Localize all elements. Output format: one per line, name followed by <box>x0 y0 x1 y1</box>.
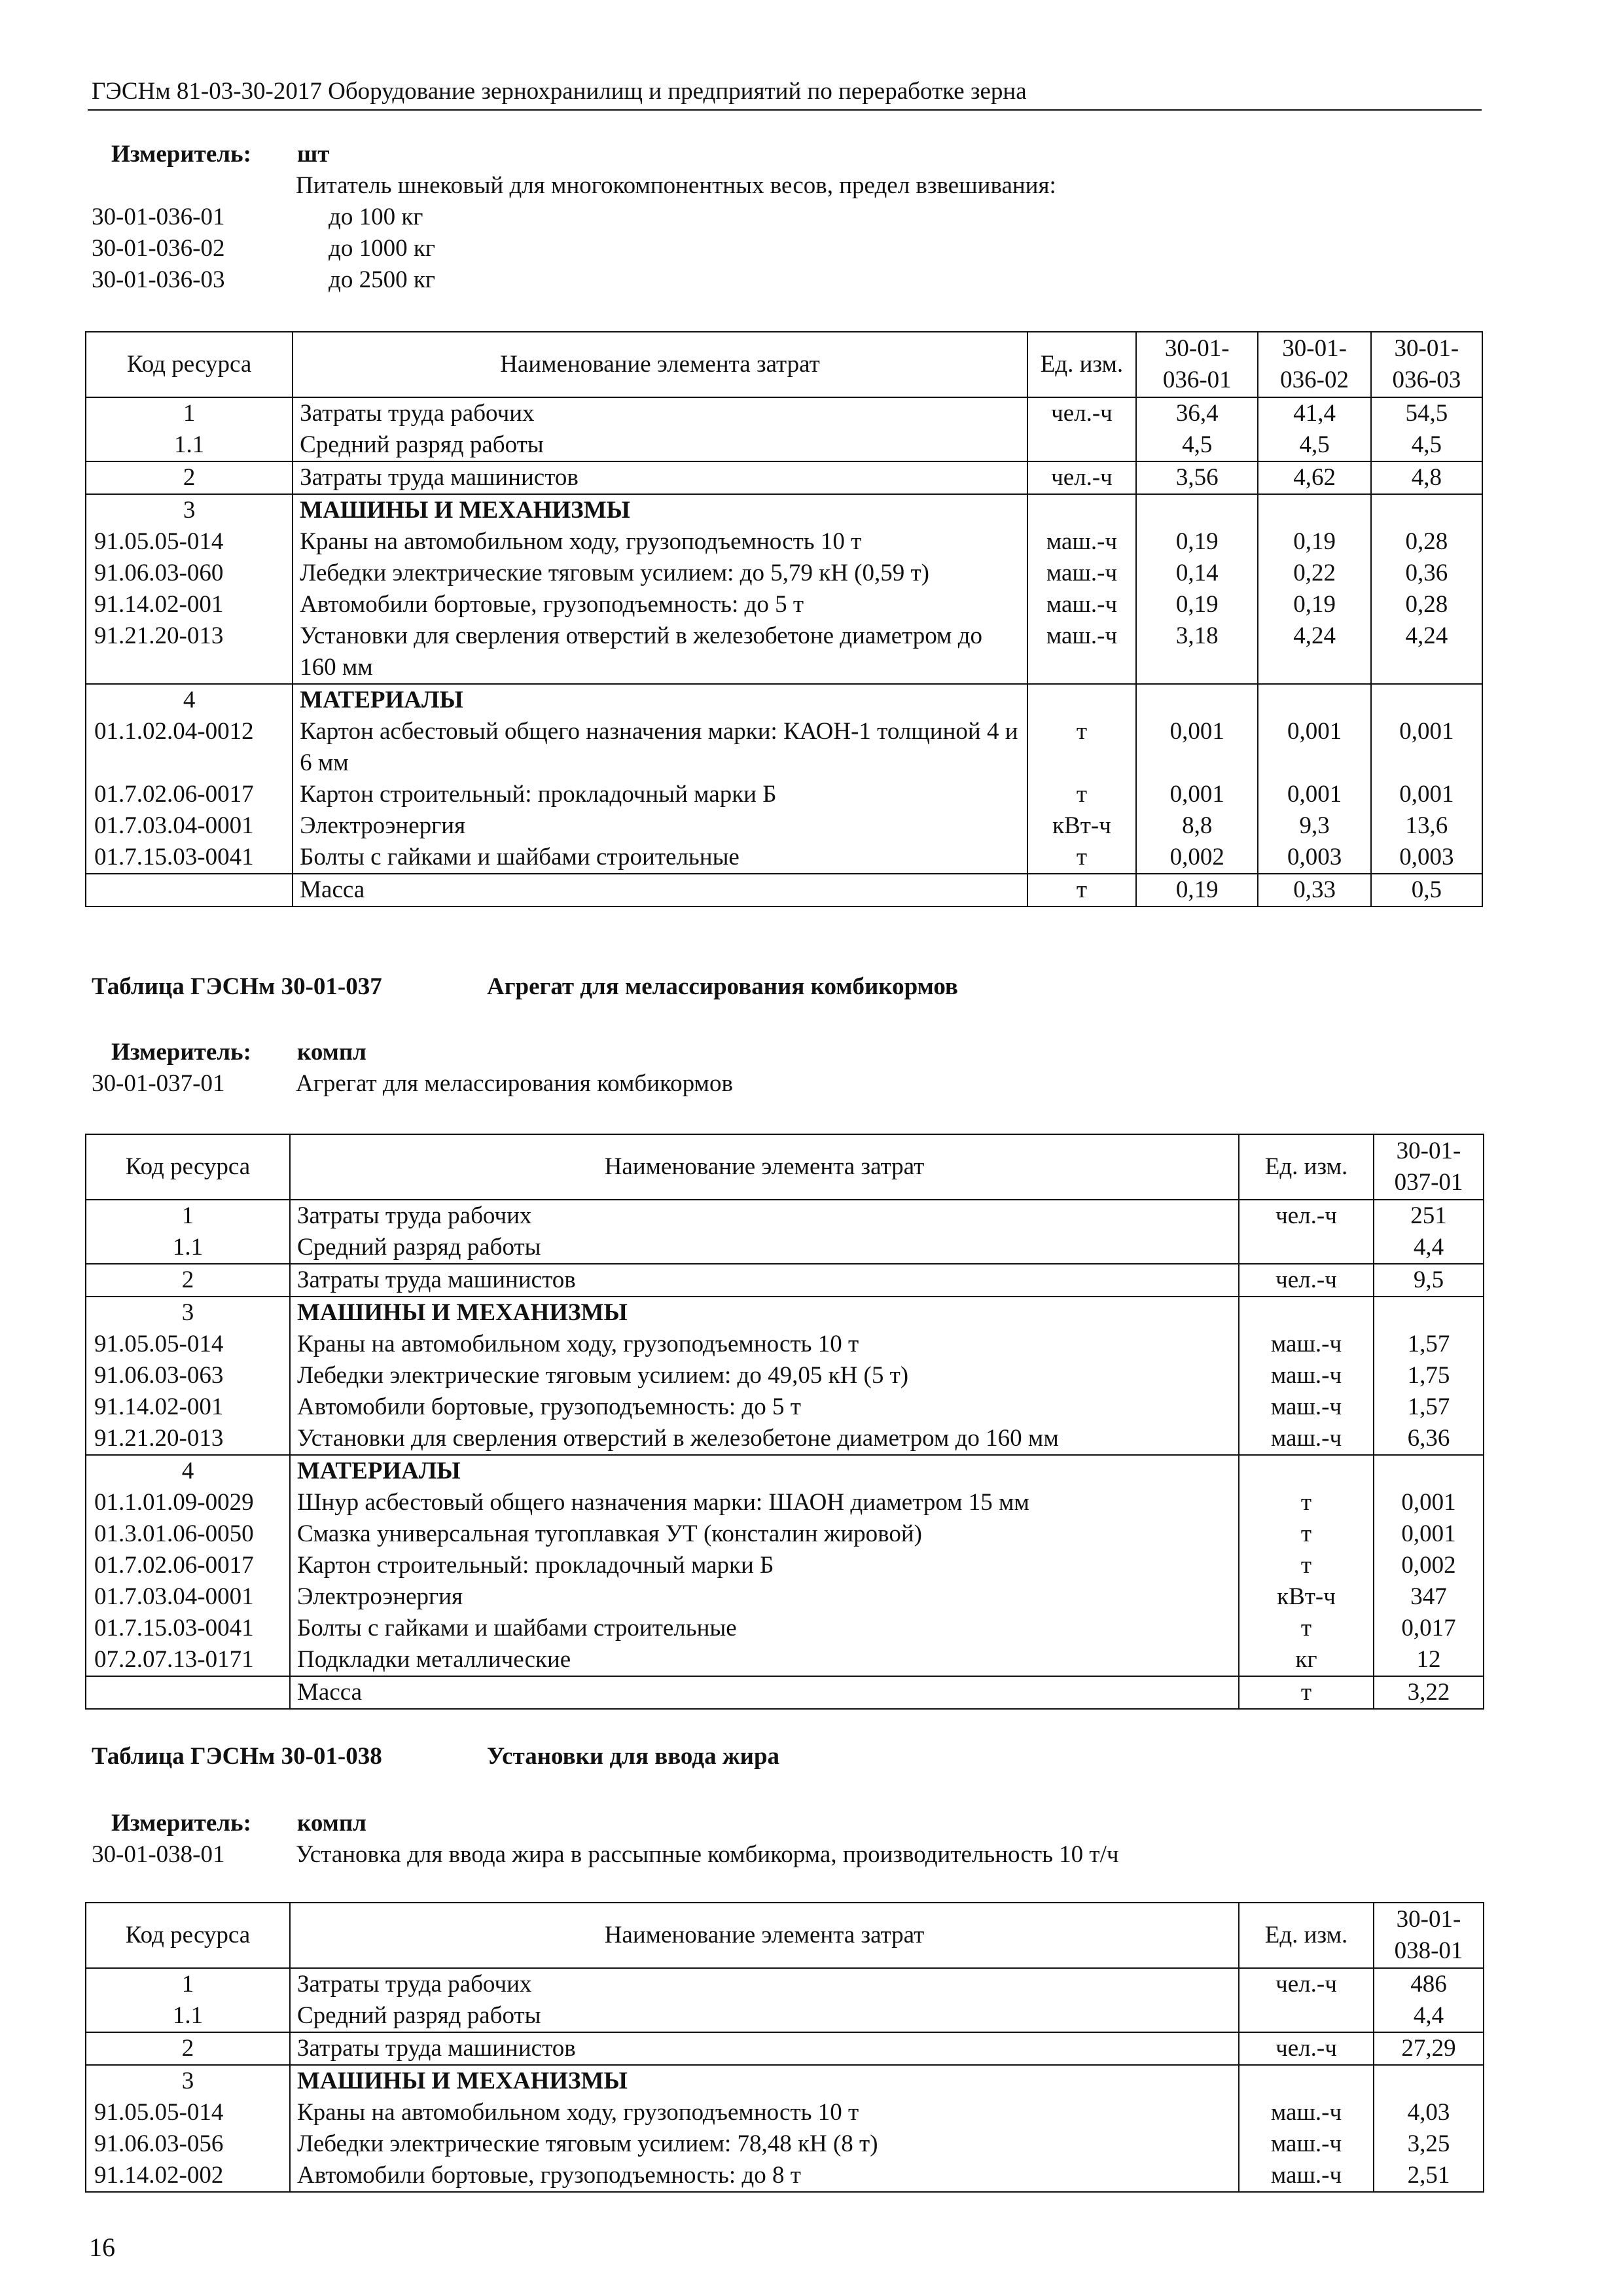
cell-value: 251 <box>1374 1200 1484 1232</box>
cell-value: 0,001 <box>1258 779 1370 810</box>
header-unit: Ед. изм. <box>1239 1903 1374 1968</box>
cell-value: 0,001 <box>1374 1518 1484 1550</box>
cell-value: 4,8 <box>1371 461 1482 494</box>
cell-unit: т <box>1239 1518 1374 1550</box>
running-header: ГЭСНм 81-03-30-2017 Оборудование зернохранилищ и предприятий по переработке зерна <box>92 78 1027 105</box>
cell-value <box>1374 1297 1484 1329</box>
item-text: Агрегат для мелассирования комбикормов <box>296 1070 733 1097</box>
cell-value: 0,28 <box>1371 589 1482 620</box>
cell-name: Затраты труда машинистов <box>290 2032 1239 2065</box>
cell-code: 91.21.20-013 <box>86 620 293 684</box>
cell-name: Краны на автомобильном ходу, грузоподъемность 10 т <box>290 2097 1239 2128</box>
cell-value: 0,5 <box>1371 874 1482 906</box>
table-row <box>86 2160 1484 2192</box>
resource-table-2 <box>85 1134 1484 1710</box>
cell-value: 9,3 <box>1258 810 1370 842</box>
cell-code: 91.21.20-013 <box>86 1423 290 1455</box>
cell-value: 0,001 <box>1258 716 1370 779</box>
cell-unit: маш.-ч <box>1239 2160 1374 2192</box>
cell-name: Болты с гайками и шайбами строительные <box>290 1613 1239 1644</box>
cell-value: 0,19 <box>1258 526 1370 558</box>
cell-code: 01.7.02.06-0017 <box>86 1550 290 1581</box>
table-title: Установки для ввода жира <box>487 1743 780 1770</box>
cell-code: 3 <box>86 494 293 526</box>
cell-value: 9,5 <box>1374 1264 1484 1297</box>
cell-value: 4,24 <box>1371 620 1482 684</box>
cell-value: 8,8 <box>1136 810 1258 842</box>
table-row <box>86 461 1482 494</box>
cell-value: 4,4 <box>1374 2000 1484 2032</box>
cell-unit: маш.-ч <box>1239 2097 1374 2128</box>
cell-value: 13,6 <box>1371 810 1482 842</box>
cell-code: 01.7.02.06-0017 <box>86 779 293 810</box>
cell-name: Установки для сверления отверстий в железобетоне диаметром до 160 мм <box>290 1423 1239 1455</box>
cell-name: Смазка универсальная тугоплавкая УТ (консталин жировой) <box>290 1518 1239 1550</box>
measure-description: Питатель шнековый для многокомпонентных весов, предел взвешивания: <box>296 172 1056 199</box>
table-row <box>86 2097 1484 2128</box>
cell-code: 91.14.02-001 <box>86 589 293 620</box>
cell-unit: маш.-ч <box>1239 1329 1374 1360</box>
cell-value <box>1258 494 1370 526</box>
table-row <box>86 1391 1484 1423</box>
cell-value: 1,75 <box>1374 1360 1484 1391</box>
cell-name: Установки для сверления отверстий в железобетоне диаметром до 160 мм <box>293 620 1027 684</box>
cell-value: 0,001 <box>1374 1487 1484 1518</box>
cell-unit: маш.-ч <box>1027 526 1136 558</box>
header-code: Код ресурса <box>86 332 293 397</box>
table-title-2 <box>92 973 958 1001</box>
cell-code: 91.06.03-056 <box>86 2128 290 2160</box>
cell-unit: чел.-ч <box>1027 461 1136 494</box>
cell-name: Затраты труда рабочих <box>290 1968 1239 2000</box>
cell-code: 1 <box>86 1200 290 1232</box>
table-number: Таблица ГЭСНм 30-01-037 <box>92 973 382 1000</box>
cell-value: 41,4 <box>1258 397 1370 429</box>
cell-code: 01.7.15.03-0041 <box>86 842 293 874</box>
cell-name: Затраты труда машинистов <box>293 461 1027 494</box>
cell-unit: т <box>1027 716 1136 779</box>
cell-code: 91.05.05-014 <box>86 2097 290 2128</box>
cell-value: 3,22 <box>1374 1676 1484 1709</box>
cell-code: 1.1 <box>86 429 293 461</box>
table-row <box>86 1581 1484 1613</box>
table-row <box>86 842 1482 874</box>
cell-value: 12 <box>1374 1644 1484 1676</box>
cell-code: 2 <box>86 2032 290 2065</box>
cell-value: 0,002 <box>1136 842 1258 874</box>
cell-code: 3 <box>86 1297 290 1329</box>
cell-value: 0,14 <box>1136 558 1258 589</box>
cell-code: 2 <box>86 1264 290 1297</box>
table-row <box>86 1644 1484 1676</box>
cell-value <box>1374 2065 1484 2097</box>
item-code: 30-01-037-01 <box>92 1070 225 1097</box>
table-row <box>86 1455 1484 1487</box>
cell-unit: т <box>1027 874 1136 906</box>
cell-value: 0,19 <box>1136 526 1258 558</box>
cell-code: 91.05.05-014 <box>86 526 293 558</box>
cell-name: Автомобили бортовые, грузоподъемность: до 5 т <box>290 1391 1239 1423</box>
cell-value <box>1258 684 1370 716</box>
table-row <box>86 1200 1484 1232</box>
cell-value: 4,4 <box>1374 1232 1484 1264</box>
table-row <box>86 684 1482 716</box>
cell-name: Масса <box>290 1676 1239 1709</box>
measure-label: Измеритель: <box>111 141 251 168</box>
cell-value: 0,001 <box>1136 779 1258 810</box>
cell-unit <box>1239 2000 1374 2032</box>
cell-value: 0,19 <box>1258 589 1370 620</box>
cell-name: Лебедки электрические тяговым усилием: до 5,79 кН (0,59 т) <box>293 558 1027 589</box>
cell-name: Электроэнергия <box>293 810 1027 842</box>
cell-unit: кг <box>1239 1644 1374 1676</box>
cell-name: МАШИНЫ И МЕХАНИЗМЫ <box>290 2065 1239 2097</box>
cell-code: 91.05.05-014 <box>86 1329 290 1360</box>
cell-code: 4 <box>86 1455 290 1487</box>
cell-value: 0,001 <box>1136 716 1258 779</box>
cell-unit <box>1239 1455 1374 1487</box>
cell-unit: т <box>1239 1676 1374 1709</box>
header-unit: Ед. изм. <box>1027 332 1136 397</box>
cell-name: Средний разряд работы <box>290 2000 1239 2032</box>
table-row <box>86 810 1482 842</box>
cell-value: 4,5 <box>1136 429 1258 461</box>
cell-code: 91.14.02-002 <box>86 2160 290 2192</box>
header-col: 30-01-036-01 <box>1136 332 1258 397</box>
cell-name: Картон строительный: прокладочный марки Б <box>293 779 1027 810</box>
table-row <box>86 1264 1484 1297</box>
cell-value: 6,36 <box>1374 1423 1484 1455</box>
table-row <box>86 1968 1484 2000</box>
table-row <box>86 429 1482 461</box>
table-row <box>86 1518 1484 1550</box>
cell-unit: кВт-ч <box>1239 1581 1374 1613</box>
table-row <box>86 1613 1484 1644</box>
cell-unit: маш.-ч <box>1239 1391 1374 1423</box>
cell-code: 1.1 <box>86 1232 290 1264</box>
table-row <box>86 2000 1484 2032</box>
cell-value: 0,003 <box>1371 842 1482 874</box>
cell-value: 54,5 <box>1371 397 1482 429</box>
cell-name: Краны на автомобильном ходу, грузоподъемность 10 т <box>293 526 1027 558</box>
cell-value: 0,002 <box>1374 1550 1484 1581</box>
table-row <box>86 1297 1484 1329</box>
cell-code: 01.7.03.04-0001 <box>86 810 293 842</box>
cell-code: 01.7.15.03-0041 <box>86 1613 290 1644</box>
cell-unit <box>1027 494 1136 526</box>
measure-label: Измеритель: <box>111 1810 251 1837</box>
cell-value: 3,25 <box>1374 2128 1484 2160</box>
cell-value: 0,003 <box>1258 842 1370 874</box>
table-row <box>86 620 1482 684</box>
cell-code: 4 <box>86 684 293 716</box>
cell-code: 01.1.01.09-0029 <box>86 1487 290 1518</box>
cell-name: Средний разряд работы <box>293 429 1027 461</box>
cell-unit <box>1239 1297 1374 1329</box>
cell-value: 4,03 <box>1374 2097 1484 2128</box>
cell-value <box>1371 684 1482 716</box>
measure-unit: компл <box>297 1039 366 1066</box>
cell-name: Затраты труда машинистов <box>290 1264 1239 1297</box>
cell-name: Средний разряд работы <box>290 1232 1239 1264</box>
cell-code <box>86 874 293 906</box>
cell-unit <box>1027 684 1136 716</box>
measure-unit: шт <box>297 141 330 168</box>
header-code: Код ресурса <box>86 1903 290 1968</box>
table-row <box>86 1329 1484 1360</box>
item-text: до 2500 кг <box>329 266 435 293</box>
table-row <box>86 1550 1484 1581</box>
table-row <box>86 397 1482 429</box>
cell-value: 0,001 <box>1371 716 1482 779</box>
cell-unit <box>1027 429 1136 461</box>
header-col: 30-01-038-01 <box>1374 1903 1484 1968</box>
cell-unit: маш.-ч <box>1027 620 1136 684</box>
cell-name: Болты с гайками и шайбами строительные <box>293 842 1027 874</box>
cell-code: 01.7.03.04-0001 <box>86 1581 290 1613</box>
cell-name: Масса <box>293 874 1027 906</box>
cell-code: 1.1 <box>86 2000 290 2032</box>
table-row <box>86 1487 1484 1518</box>
item-text: до 1000 кг <box>329 235 435 262</box>
table-row <box>86 2032 1484 2065</box>
cell-value: 3,18 <box>1136 620 1258 684</box>
header-name: Наименование элемента затрат <box>293 332 1027 397</box>
cell-name: Автомобили бортовые, грузоподъемность: до 8 т <box>290 2160 1239 2192</box>
table-title: Агрегат для мелассирования комбикормов <box>487 973 958 1000</box>
header-col: 30-01-036-03 <box>1371 332 1482 397</box>
table-row <box>86 874 1482 906</box>
header-rule <box>88 109 1482 111</box>
cell-value: 0,36 <box>1371 558 1482 589</box>
table-title-3 <box>92 1742 779 1770</box>
table-row <box>86 779 1482 810</box>
cell-unit: кВт-ч <box>1027 810 1136 842</box>
cell-value: 0,22 <box>1258 558 1370 589</box>
table-row <box>86 526 1482 558</box>
cell-code: 01.3.01.06-0050 <box>86 1518 290 1550</box>
cell-name: МАШИНЫ И МЕХАНИЗМЫ <box>293 494 1027 526</box>
cell-unit: чел.-ч <box>1239 2032 1374 2065</box>
cell-unit: т <box>1239 1613 1374 1644</box>
resource-table-1 <box>85 331 1483 907</box>
cell-value: 486 <box>1374 1968 1484 2000</box>
cell-code: 01.1.02.04-0012 <box>86 716 293 779</box>
cell-name: МАТЕРИАЛЫ <box>293 684 1027 716</box>
cell-name: МАШИНЫ И МЕХАНИЗМЫ <box>290 1297 1239 1329</box>
cell-unit: т <box>1027 842 1136 874</box>
cell-value: 36,4 <box>1136 397 1258 429</box>
table-row <box>86 1360 1484 1391</box>
cell-unit <box>1239 2065 1374 2097</box>
cell-value: 2,51 <box>1374 2160 1484 2192</box>
measure-unit: компл <box>297 1810 366 1837</box>
cell-unit: маш.-ч <box>1239 2128 1374 2160</box>
table-row <box>86 558 1482 589</box>
header-col: 30-01-036-02 <box>1258 332 1370 397</box>
cell-name: Лебедки электрические тяговым усилием: 78,48 кН (8 т) <box>290 2128 1239 2160</box>
table-row <box>86 2128 1484 2160</box>
header-unit: Ед. изм. <box>1239 1134 1374 1200</box>
cell-name: Подкладки металлические <box>290 1644 1239 1676</box>
cell-value: 0,001 <box>1371 779 1482 810</box>
table-row <box>86 1423 1484 1455</box>
table-row <box>86 589 1482 620</box>
cell-value: 27,29 <box>1374 2032 1484 2065</box>
table-row <box>86 1232 1484 1264</box>
cell-code: 07.2.07.13-0171 <box>86 1644 290 1676</box>
item-text: до 100 кг <box>329 204 423 230</box>
cell-unit: чел.-ч <box>1239 1200 1374 1232</box>
cell-value: 0,33 <box>1258 874 1370 906</box>
cell-unit: т <box>1239 1487 1374 1518</box>
cell-code: 1 <box>86 397 293 429</box>
table-number: Таблица ГЭСНм 30-01-038 <box>92 1743 382 1770</box>
resource-table-3 <box>85 1902 1484 2193</box>
cell-value: 4,62 <box>1258 461 1370 494</box>
cell-name: Затраты труда рабочих <box>293 397 1027 429</box>
cell-value <box>1374 1455 1484 1487</box>
cell-value: 4,24 <box>1258 620 1370 684</box>
cell-name: Краны на автомобильном ходу, грузоподъемность 10 т <box>290 1329 1239 1360</box>
cell-unit: маш.-ч <box>1239 1360 1374 1391</box>
cell-unit: чел.-ч <box>1027 397 1136 429</box>
cell-unit: маш.-ч <box>1027 589 1136 620</box>
cell-name: Электроэнергия <box>290 1581 1239 1613</box>
cell-name: Лебедки электрические тяговым усилием: до 49,05 кН (5 т) <box>290 1360 1239 1391</box>
header-code: Код ресурса <box>86 1134 290 1200</box>
header-col: 30-01-037-01 <box>1374 1134 1484 1200</box>
cell-value <box>1371 494 1482 526</box>
cell-value <box>1136 494 1258 526</box>
cell-name: Затраты труда рабочих <box>290 1200 1239 1232</box>
table-row <box>86 716 1482 779</box>
cell-value: 4,5 <box>1371 429 1482 461</box>
cell-code: 3 <box>86 2065 290 2097</box>
cell-unit: чел.-ч <box>1239 1968 1374 2000</box>
cell-code: 1 <box>86 1968 290 2000</box>
header-name: Наименование элемента затрат <box>290 1903 1239 1968</box>
cell-value: 347 <box>1374 1581 1484 1613</box>
cell-value: 1,57 <box>1374 1329 1484 1360</box>
cell-name: Автомобили бортовые, грузоподъемность: до 5 т <box>293 589 1027 620</box>
item-text: Установка для ввода жира в рассыпные комбикорма, производительность 10 т/ч <box>296 1841 1119 1868</box>
cell-code: 91.14.02-001 <box>86 1391 290 1423</box>
cell-value: 0,19 <box>1136 589 1258 620</box>
table-row <box>86 1676 1484 1709</box>
cell-value: 1,57 <box>1374 1391 1484 1423</box>
cell-value: 4,5 <box>1258 429 1370 461</box>
table-row <box>86 2065 1484 2097</box>
cell-value <box>1136 684 1258 716</box>
cell-unit <box>1239 1232 1374 1264</box>
item-code: 30-01-036-01 <box>92 204 225 230</box>
cell-code: 91.06.03-060 <box>86 558 293 589</box>
cell-value: 0,19 <box>1136 874 1258 906</box>
cell-name: Картон асбестовый общего назначения марки: КАОН-1 толщиной 4 и 6 мм <box>293 716 1027 779</box>
cell-unit: маш.-ч <box>1027 558 1136 589</box>
cell-code: 2 <box>86 461 293 494</box>
cell-name: Картон строительный: прокладочный марки Б <box>290 1550 1239 1581</box>
cell-unit: т <box>1027 779 1136 810</box>
table-row <box>86 494 1482 526</box>
cell-name: МАТЕРИАЛЫ <box>290 1455 1239 1487</box>
cell-value: 0,28 <box>1371 526 1482 558</box>
cell-value: 0,017 <box>1374 1613 1484 1644</box>
cell-unit: чел.-ч <box>1239 1264 1374 1297</box>
cell-value: 3,56 <box>1136 461 1258 494</box>
page-number: 16 <box>89 2233 115 2262</box>
measure-label: Измеритель: <box>111 1039 251 1066</box>
header-name: Наименование элемента затрат <box>290 1134 1239 1200</box>
item-code: 30-01-038-01 <box>92 1841 225 1868</box>
cell-unit: т <box>1239 1550 1374 1581</box>
cell-code: 91.06.03-063 <box>86 1360 290 1391</box>
item-code: 30-01-036-03 <box>92 266 225 293</box>
cell-code <box>86 1676 290 1709</box>
cell-unit: маш.-ч <box>1239 1423 1374 1455</box>
item-code: 30-01-036-02 <box>92 235 225 262</box>
cell-name: Шнур асбестовый общего назначения марки: ШАОН диаметром 15 мм <box>290 1487 1239 1518</box>
